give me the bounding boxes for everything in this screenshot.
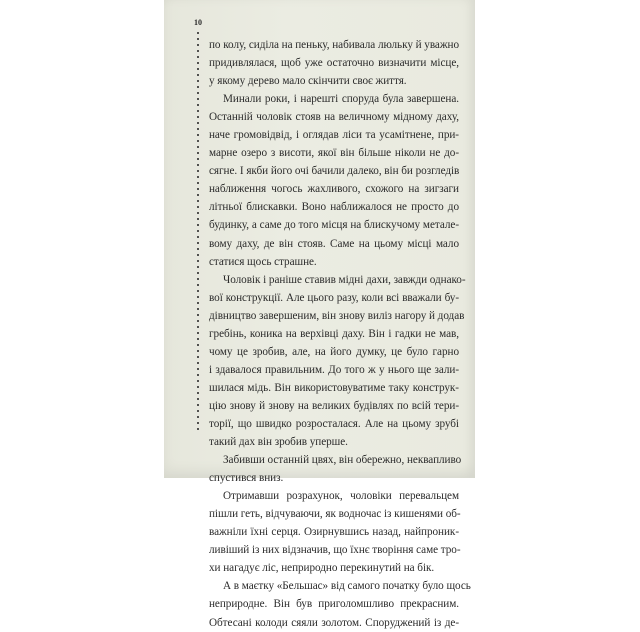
paragraph bbox=[209, 577, 471, 631]
dotted-margin-rule bbox=[197, 30, 199, 434]
text-line: літньої блискавки. Воно наближалося не просто до bbox=[209, 201, 459, 214]
text-line: наближення чогось жахливого, схожого на зигзаги bbox=[209, 183, 459, 196]
text-line: будинку, а саме до того місця на блискучому метале- bbox=[209, 219, 459, 232]
paragraph bbox=[209, 271, 466, 451]
text-line: Останній чоловік стояв на величному мідному даху, bbox=[209, 111, 459, 124]
paragraph bbox=[209, 90, 459, 270]
text-line: Обтесані колоди сяяли золотом. Споруджений із де- bbox=[209, 616, 459, 629]
body-text bbox=[209, 36, 471, 632]
page-number: 10 bbox=[194, 18, 202, 27]
text-line: у якому дерево мало скінчити своє життя. bbox=[209, 75, 407, 88]
text-line: хи нагадує ліс, неприродно перекинутий на бік. bbox=[209, 562, 435, 575]
text-line: Забивши останній цвях, він обережно, неквапливо bbox=[223, 454, 462, 467]
text-line: важніли їхні серця. Озирнувшись назад, найпроник- bbox=[209, 526, 459, 539]
paragraph bbox=[209, 36, 459, 90]
text-line: гребінь, коника на верхівці даху. Він і гадки не мав, bbox=[209, 327, 459, 340]
text-line: неприродне. Він був приголомшливо прекрасним. bbox=[209, 598, 459, 611]
paragraph bbox=[209, 487, 459, 577]
text-line: такий дах він зробив уперше. bbox=[209, 436, 348, 449]
text-line: А в маєтку «Бельшас» від самого початку було щось bbox=[223, 580, 471, 593]
text-line: і здавалося правильним. До того ж у нього ще зали- bbox=[209, 363, 459, 376]
paragraph bbox=[209, 451, 462, 487]
text-line: шилася мідь. Він використовуватиме таку конструк- bbox=[209, 381, 459, 394]
text-line: статися щось страшне. bbox=[209, 255, 317, 268]
text-line: Чоловік і раніше ставив мідні дахи, завжди однако- bbox=[223, 273, 466, 286]
text-line: марне озеро з висоти, якої він більше ніколи не до- bbox=[209, 147, 459, 160]
text-line: вої конструкції. Але цього разу, коли всі вважали бу- bbox=[209, 291, 459, 304]
book-page bbox=[164, 0, 475, 629]
text-line: Минали роки, і нарешті споруда була завершена. bbox=[223, 93, 459, 106]
text-line: ливіший із них відзначив, що їхнє творіння саме тро- bbox=[209, 544, 461, 557]
text-line: по колу, сиділа на пеньку, набивала люльку й уважно bbox=[209, 39, 460, 51]
text-line: придивлялася, щоб уже остаточно визначити місце, bbox=[209, 57, 459, 70]
text-line: сягне. І якби його очі бачили далеко, він би розгледів bbox=[209, 165, 460, 178]
text-line: спустився вниз. bbox=[209, 472, 284, 485]
text-line: торії, що швидко розросталася. Але на цьому зрубі bbox=[209, 417, 459, 430]
text-line: цію знову й знову на великих будівлях по всій тери- bbox=[209, 399, 459, 412]
text-line: Отримавши розрахунок, чоловіки перевальцем bbox=[223, 490, 459, 503]
text-line: наче громовідвід, і оглядав ліси та усамітнене, при- bbox=[209, 129, 459, 142]
text-line: пішли геть, відчуваючи, як водночас із кишенями об- bbox=[209, 508, 461, 521]
text-line: чому це зробив, але, на його думку, це було гарно bbox=[209, 345, 459, 358]
text-line: дівництво завершеним, він знову виліз нагору й додав bbox=[209, 309, 465, 322]
text-line: вому даху, де він стояв. Саме на цьому місці мало bbox=[209, 237, 459, 250]
